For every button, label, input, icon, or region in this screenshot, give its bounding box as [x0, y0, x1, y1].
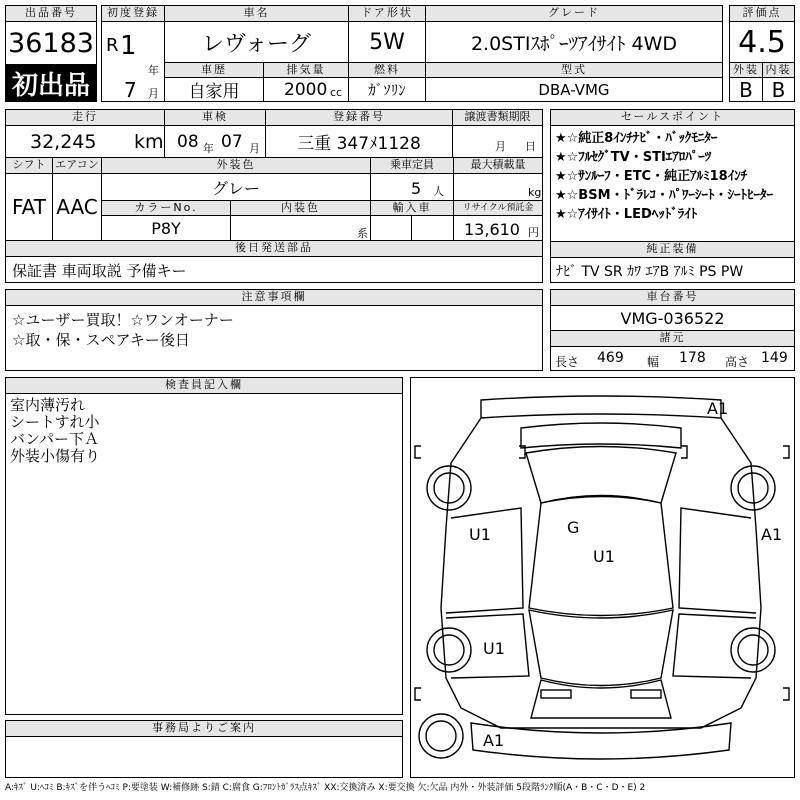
car-name: レヴォーグ: [164, 21, 349, 63]
year-unit: 年: [148, 64, 159, 77]
length-label: 長さ: [555, 355, 580, 369]
equipment-item: ｴｱB: [645, 264, 670, 280]
office-notes: [5, 736, 403, 778]
equipment-item: TV: [581, 264, 600, 280]
sales-point-item: ★☆純正8ｲﾝﾁﾅﾋﾞ・ﾊﾞｯｸﾓﾆﾀｰ: [555, 131, 718, 146]
interior-color-cell: [230, 215, 371, 241]
damage-mark-left-rear-door: U1: [469, 525, 491, 544]
model: DBA-VMG: [425, 77, 723, 102]
office-header: 事務局よりご案内: [5, 720, 403, 737]
shift: FAT: [5, 173, 53, 241]
grade-header: グレード: [425, 5, 723, 22]
length: 469: [597, 350, 624, 366]
transfer-header: 譲渡書類期限: [452, 109, 543, 126]
color-number: P8Y: [101, 215, 231, 241]
interior-header: 内装: [762, 62, 795, 78]
damage-mark-roof: U1: [593, 547, 615, 566]
transfer-day-unit: 日: [525, 140, 536, 153]
inspection-year: 08: [177, 132, 199, 152]
first-listing-badge: 初出品: [5, 64, 97, 102]
lot-number: 36183: [5, 21, 97, 65]
dimensions-header: 諸元: [550, 330, 795, 347]
shift-header: シフト: [5, 157, 53, 174]
capacity: 5: [411, 179, 422, 198]
capacity-header: 乗車定員: [370, 157, 454, 174]
damage-mark-right: A1: [761, 525, 783, 544]
interior-grade: B: [762, 77, 795, 102]
capacity-cell: [370, 173, 454, 201]
transfer-month-unit: 月: [495, 140, 506, 153]
displacement-cell: [263, 77, 349, 102]
car-name-header: 車名: [164, 5, 349, 22]
notes: [5, 305, 543, 371]
inspector-line: 外装小傷有り: [10, 447, 101, 465]
width: 178: [679, 350, 706, 366]
inspector-notes: [5, 393, 403, 715]
inspector-line: シートすれ小: [10, 413, 100, 431]
sales-point-item: ★☆BSM・ﾄﾞﾗﾚｺ・ﾊﾟﾜｰｼｰﾄ・ｼｰﾄﾋｰﾀｰ: [555, 188, 774, 203]
damage-mark-front-bumper: A1: [483, 731, 505, 750]
inspector-line: バンパー下Ａ: [10, 430, 99, 448]
sales-point-item: ★☆ﾌﾙｾｸﾞTV・STIｴｱﾛﾊﾟｰﾂ: [555, 150, 712, 165]
color-header: 外装色: [101, 157, 371, 174]
displacement-unit: cc: [330, 86, 343, 99]
score: 4.5: [729, 21, 795, 63]
car-diagram: [410, 377, 795, 778]
recycle-header: リサイクル預託金: [453, 200, 543, 216]
door-header: ドア形状: [348, 5, 426, 22]
sales-point-item: ★☆ｱｲｻｲﾄ・LEDﾍｯﾄﾞﾗｲﾄ: [555, 207, 698, 222]
damage-mark-windshield: G: [567, 518, 580, 537]
reg-year: 1: [120, 31, 137, 61]
loadcap-cell: [453, 173, 543, 201]
door-type: 5W: [348, 21, 426, 63]
mileage-header: 走行: [5, 109, 165, 126]
equipment-item: PW: [720, 264, 744, 280]
equipment-item: ｱﾙﾐ: [673, 264, 695, 280]
first-registration-cell: [101, 21, 165, 102]
recycle-fee: 13,610: [464, 220, 520, 239]
recycle-unit: 円: [528, 226, 539, 239]
displacement: 2000: [284, 80, 328, 100]
fuel: ｶﾞｿﾘﾝ: [348, 77, 426, 102]
damage-mark-left-front: U1: [483, 639, 505, 658]
chassis-header: 車台番号: [550, 289, 795, 306]
width-label: 幅: [647, 355, 660, 369]
mileage-unit: km: [134, 131, 164, 153]
ac-header: エアコン: [52, 157, 102, 174]
sales-points-header: セールスポイント: [550, 109, 795, 126]
height-label: 高さ: [725, 355, 750, 369]
inspection-month: 07: [221, 132, 243, 152]
sales-points: [550, 125, 795, 242]
air-conditioner: AAC: [52, 173, 102, 241]
legend: A:ｷｽﾞ U:ﾍｺﾐ B:ｷｽﾞを伴うﾍｺﾐ P:要塗装 W:補修跡 S:錆 C:腐食 G:ﾌﾛﾝﾄｶﾞﾗｽ点ｷｽﾞ XX:交換済み X:要交換 欠:欠品 内外・外装評価 5段階ﾗﾝｸ順(A・B・C・D・E) 2: [5, 783, 646, 793]
car-diagram-svg: [411, 378, 794, 777]
history: 自家用: [164, 77, 264, 102]
inspector-line: 室内薄汚れ: [10, 396, 86, 414]
equipment-item: ｶﾜ: [627, 264, 642, 280]
fuel-header: 燃料: [348, 62, 426, 78]
era: R: [106, 35, 119, 56]
model-header: 型式: [425, 62, 723, 78]
grade: 2.0STIｽﾎﾟｰﾂｱｲｻｲﾄ 4WD: [425, 21, 723, 63]
recycle-cell: [453, 215, 543, 241]
month-unit: 月: [148, 87, 159, 100]
exterior-grade: B: [729, 77, 763, 102]
equipment-list: [550, 257, 795, 283]
height: 149: [761, 350, 788, 366]
import-header: 輸入車: [370, 200, 454, 216]
exterior-color: グレー: [101, 173, 371, 201]
lot-number-header: 出品番号: [5, 5, 97, 22]
import-cell: [370, 215, 454, 241]
inspection-year-unit: 年: [203, 142, 214, 155]
equipment-item: ﾅﾋﾞ: [556, 264, 577, 280]
mileage: 32,245: [30, 131, 97, 153]
interior-color-header: 内装色: [230, 200, 371, 216]
mileage-cell: [5, 125, 165, 158]
equipment-item: PS: [699, 264, 717, 280]
interior-color-unit: 系: [357, 227, 368, 240]
equipment-item: SR: [604, 264, 623, 280]
later-parts-header: 後日発送部品: [5, 240, 543, 257]
notes-header: 注意事項欄: [5, 289, 543, 306]
notes-line: ☆取・保・スペアキー後日: [12, 331, 190, 349]
reg-month: 7: [124, 78, 137, 102]
first-registration-header: 初度登録: [101, 5, 165, 22]
exterior-header: 外装: [729, 62, 763, 78]
damage-mark-rear: A1: [707, 399, 729, 418]
loadcap-unit: kg: [528, 186, 542, 199]
history-header: 車歴: [164, 62, 264, 78]
inspection-month-unit: 月: [249, 142, 260, 155]
loadcap-header: 最大積載量: [453, 157, 543, 174]
inspection-header: 車検: [164, 109, 266, 126]
equipment-header: 純正装備: [550, 241, 795, 258]
inspection-cell: [164, 125, 266, 158]
capacity-unit: 人: [433, 185, 444, 198]
notes-line: ☆ユーザー買取！☆ワンオーナー: [12, 311, 234, 329]
inspector-header: 検査員記入欄: [5, 377, 403, 394]
displacement-header: 排気量: [263, 62, 349, 78]
sales-point-item: ★☆ｻﾝﾙｰﾌ・ETC・純正ｱﾙﾐ18ｲﾝﾁ: [555, 169, 748, 184]
later-parts: 保証書 車両取説 予備キー: [5, 256, 543, 283]
chassis-number: VMG-036522: [550, 305, 795, 331]
registration-number: 三重 347ﾒ1128: [265, 125, 453, 158]
transfer-cell: [452, 125, 543, 158]
score-header: 評価点: [729, 5, 795, 22]
colorno-header: カラーNo.: [101, 200, 231, 216]
regno-header: 登録番号: [265, 109, 453, 126]
dimensions: [550, 346, 795, 371]
